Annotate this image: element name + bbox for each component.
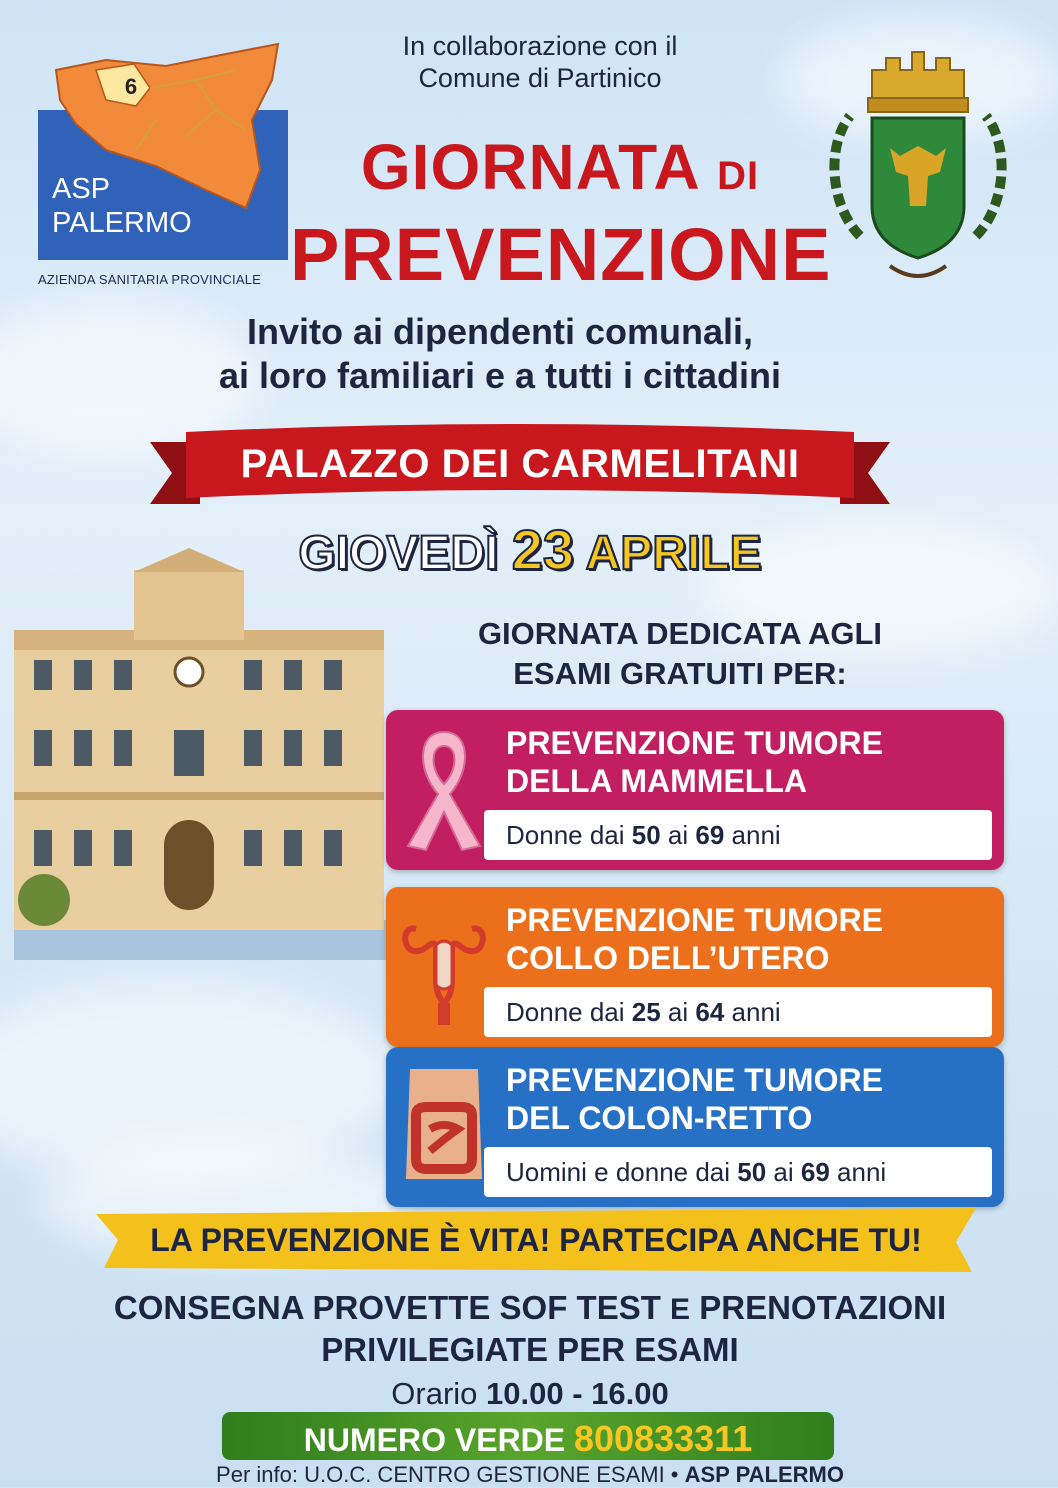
consegna-text bbox=[40, 1288, 1020, 1370]
toll-free-label: NUMERO VERDE bbox=[303, 1422, 575, 1458]
asp-name-line1: ASP bbox=[52, 173, 111, 205]
asp-name-line2: PALERMO bbox=[52, 207, 192, 239]
cervical-age-from: 25 bbox=[631, 997, 661, 1027]
asp-name bbox=[52, 172, 192, 240]
toll-free-banner bbox=[222, 1412, 834, 1460]
consegna-line1 bbox=[40, 1288, 1020, 1330]
hours-value: 10.00 - 16.00 bbox=[486, 1376, 669, 1411]
title-line1 bbox=[300, 130, 820, 204]
invite-text bbox=[130, 310, 870, 398]
breast-age-from: 50 bbox=[631, 820, 661, 850]
uterus-icon bbox=[396, 899, 492, 1035]
breast-card-title-line2: DELLA MAMMELLA bbox=[506, 763, 807, 799]
dedicated-line2: ESAMI GRATUITI PER: bbox=[513, 656, 847, 691]
pink-ribbon-icon bbox=[396, 722, 492, 858]
colon-age-pre: Uomini e donne dai bbox=[506, 1157, 738, 1187]
hours-label: Orario bbox=[391, 1376, 487, 1411]
asp-subtitle: AZIENDA SANITARIA PROVINCIALE bbox=[38, 272, 262, 287]
colon-age-to: 69 bbox=[800, 1157, 830, 1187]
breast-age-mid: ai bbox=[660, 820, 696, 850]
collaboration-text bbox=[330, 30, 750, 94]
consegna-line2: PRIVILEGIATE PER ESAMI bbox=[321, 1331, 739, 1368]
breast-card-title-line1: PREVENZIONE TUMORE bbox=[506, 725, 883, 761]
consegna-part3: PRENOTAZIONI bbox=[690, 1289, 947, 1326]
cervical-age-mid: ai bbox=[660, 997, 696, 1027]
colon-age-mid: ai bbox=[766, 1157, 801, 1187]
cervical-card-title bbox=[506, 901, 986, 977]
cervical-card-title-line1: PREVENZIONE TUMORE bbox=[506, 902, 883, 938]
consegna-part2: E bbox=[670, 1293, 691, 1326]
breast-card-title bbox=[506, 724, 986, 800]
info-prefix: Per info: U.O.C. CENTRO GESTIONE ESAMI • bbox=[216, 1462, 685, 1487]
date-day: GIOVEDÌ bbox=[298, 527, 499, 580]
palazzo-building-illustration bbox=[14, 540, 434, 960]
date-month: APRILE bbox=[585, 527, 762, 580]
cervical-age-post: anni bbox=[724, 997, 781, 1027]
venue-ribbon bbox=[150, 420, 890, 520]
title-giornata: GIORNATA bbox=[360, 131, 699, 203]
comune-crest-icon bbox=[820, 36, 1016, 326]
toll-free-text bbox=[222, 1418, 834, 1460]
colon-card-title-line2: DEL COLON-RETTO bbox=[506, 1100, 813, 1136]
venue-text: PALAZZO DEI CARMELITANI bbox=[240, 442, 800, 486]
dedicated-line1: GIORNATA DEDICATA AGLI bbox=[477, 616, 883, 651]
breast-screening-card bbox=[386, 710, 1004, 870]
colon-screening-card bbox=[386, 1047, 1004, 1207]
asp-district-number: 6 bbox=[124, 74, 138, 99]
slogan-banner bbox=[96, 1208, 976, 1272]
title-line2: PREVENZIONE bbox=[290, 213, 832, 296]
breast-age-post: anni bbox=[724, 820, 781, 850]
colon-card-age bbox=[484, 1147, 992, 1197]
breast-age-to: 69 bbox=[695, 820, 725, 850]
colon-age-from: 50 bbox=[737, 1157, 767, 1187]
opening-hours bbox=[240, 1376, 820, 1412]
breast-card-age bbox=[484, 810, 992, 860]
slogan-text: LA PREVENZIONE È VITA! PARTECIPA ANCHE TU! bbox=[150, 1222, 922, 1258]
colon-icon bbox=[396, 1059, 492, 1195]
asp-logo bbox=[38, 40, 290, 287]
cervical-screening-card bbox=[386, 887, 1004, 1047]
colon-card-title bbox=[506, 1061, 986, 1137]
cervical-card-title-line2: COLLO DELL’UTERO bbox=[506, 940, 830, 976]
breast-age-pre: Donne dai bbox=[506, 820, 632, 850]
date-number: 23 bbox=[511, 518, 575, 581]
toll-free-number[interactable]: 800833311 bbox=[574, 1418, 753, 1459]
cervical-age-to: 64 bbox=[695, 997, 725, 1027]
info-org: ASP PALERMO bbox=[684, 1462, 844, 1487]
invite-line1: Invito ai dipendenti comunali, bbox=[246, 311, 754, 352]
info-footer bbox=[100, 1462, 960, 1488]
title-di: DI bbox=[717, 154, 760, 198]
cervical-card-age bbox=[484, 987, 992, 1037]
collaboration-line1: In collaborazione con il bbox=[402, 31, 678, 61]
colon-card-title-line1: PREVENZIONE TUMORE bbox=[506, 1062, 883, 1098]
dedicated-text bbox=[400, 614, 960, 694]
colon-age-post: anni bbox=[829, 1157, 887, 1187]
invite-line2: ai loro familiari e a tutti i cittadini bbox=[218, 355, 782, 396]
cervical-age-pre: Donne dai bbox=[506, 997, 632, 1027]
collaboration-line2: Comune di Partinico bbox=[418, 63, 662, 93]
consegna-part1: CONSEGNA PROVETTE SOF TEST bbox=[113, 1289, 671, 1326]
